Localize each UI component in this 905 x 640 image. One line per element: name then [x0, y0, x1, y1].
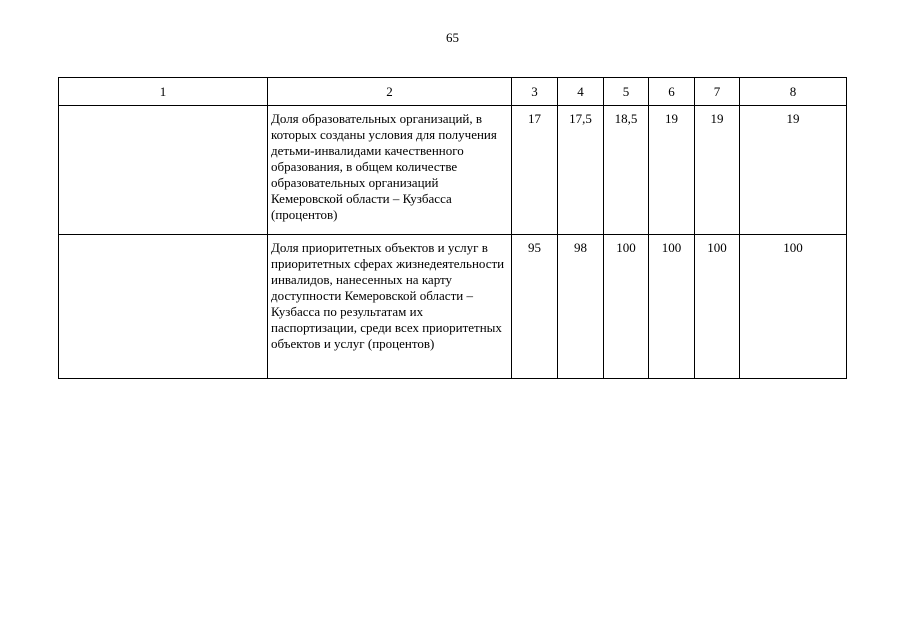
table-cell-value: 19 [649, 106, 695, 235]
table-row [59, 106, 847, 235]
column-header: 3 [512, 78, 558, 106]
table-cell-value: 100 [604, 235, 649, 379]
table-cell-value: 100 [695, 235, 740, 379]
table-header-row [59, 78, 847, 106]
column-header: 6 [649, 78, 695, 106]
table-cell-value: 19 [695, 106, 740, 235]
indicator-description: Доля образовательных организаций, в которых созданы условия для получения детьми-инвалидами качественного образования, в общем количестве образовательных организаций Кемеровской области – Кузбасса (процентов) [268, 106, 512, 235]
table-cell-value: 17,5 [558, 106, 604, 235]
column-header: 2 [268, 78, 512, 106]
column-header: 1 [59, 78, 268, 106]
table-cell-value: 17 [512, 106, 558, 235]
column-header: 5 [604, 78, 649, 106]
column-header: 8 [740, 78, 847, 106]
indicator-description: Доля приоритетных объектов и услуг в приоритетных сферах жизнедеятельности инвалидов, нанесенных на карту доступности Кемеровской области – Кузбасса по результатам их паспортизации, среди всех приоритетных объектов и услуг (процентов) [268, 235, 512, 379]
table-cell-value: 18,5 [604, 106, 649, 235]
table-cell-col1 [59, 106, 268, 235]
table-cell-value: 100 [649, 235, 695, 379]
indicators-table [58, 77, 847, 379]
page-number: 65 [446, 30, 459, 45]
table-cell-value: 19 [740, 106, 847, 235]
column-header: 7 [695, 78, 740, 106]
column-header: 4 [558, 78, 604, 106]
table-cell-value: 95 [512, 235, 558, 379]
table-cell-value: 100 [740, 235, 847, 379]
table-cell-col1 [59, 235, 268, 379]
table-row [59, 235, 847, 379]
table-cell-value: 98 [558, 235, 604, 379]
